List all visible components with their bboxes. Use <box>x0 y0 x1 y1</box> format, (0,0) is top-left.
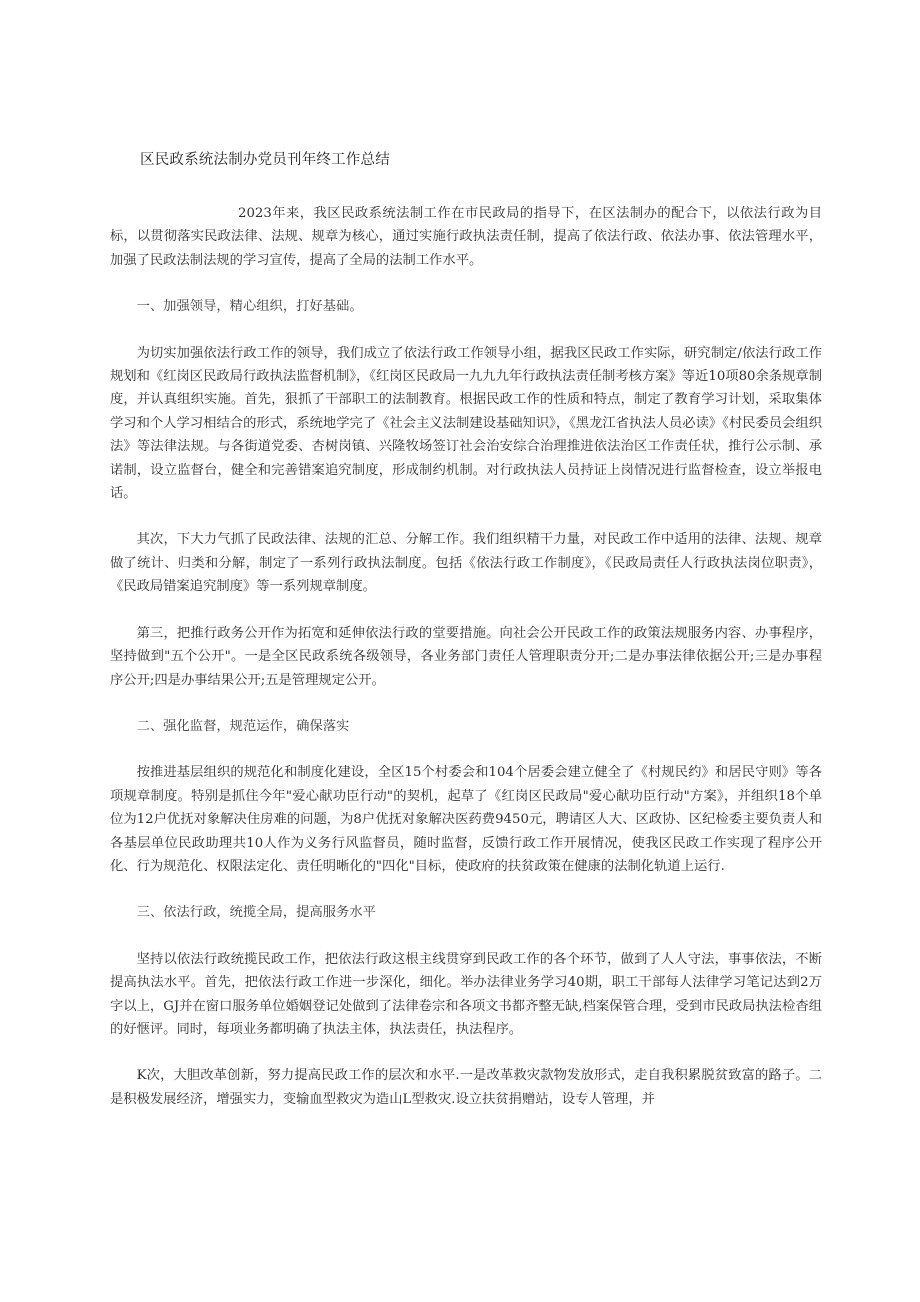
section-3-paragraph-1: 坚持以依法行政统揽民政工作，把依法行政这根主线贯穿到民政工作的各个环节，做到了人人守法，事事依法，不断提高执法水平。首先，把依法行政工作进一步深化，细化。举办法律业务学习40期，职工干部每人法律学习笔记达到2万字以上，GJ并在窗口服务单位婚姻登记处做到了法律卷宗和各项文书都齐整无缺,档案保管合理，受到市民政局执法检杳组的好惬评。同时，每项业务都明确了执法主体，执法责任，执法程序。 <box>110 951 822 1037</box>
section-1-paragraph-1: 为切实加强依法行政工作的领导，我们成立了依法行政工作领导小组，据我区民政工作实际，研究制定/依法行政工作规划和《红岗区民政局行政执法监督机制》，《红岗区民政局一九九九年行政执法责任制考核方案》等近10项80余条规章制度，并认真组织实施。首先，狠抓了干部职工的法制教育。根据民政工作的性质和特点，制定了教育学习计划，采取集体学习和个人学习相结合的形式，系统地学完了《社会主义法制建设基础知识》，《黑龙江省执法人员必读》《村民委员会组织法》等法律法规。与各街道党委、杏树岗镇、兴隆牧场签订社会治安综合治理推进依法治区工作责任状，推行公示制、承诺制，设立监督台，健全和完善错案追究制度，形成制约机制。对行政执法人员持证上岗情况进行监督检查，设立举报电话。 <box>110 345 822 502</box>
section-2-heading: 二、强化监督，规范运作，确保落实 <box>136 718 350 734</box>
section-3-heading: 三、依法行政，统揽全局，提高服务水平 <box>136 905 376 921</box>
paragraph-gap <box>110 878 822 901</box>
paragraph-gap <box>110 599 822 622</box>
paragraph-gap <box>110 1041 822 1064</box>
document-body <box>110 202 822 1111</box>
intro-paragraph: 2023年来，我区民政系统法制工作在市民政局的指导下，在区法制办的配合下，以依法行政为目标，以贯彻落实民政法律、法规、规章为核心，通过实施行政执法责任制，提高了依法行政、依法办事、依法管理水平，加强了民政法制法规的学习宣传，提高了全局的法制工作水平。 <box>110 206 822 268</box>
document-title: 区民政系统法制办党员刊年终工作总结 <box>140 152 390 168</box>
section-1-heading: 一、加强领导，精心组织，打好基础。 <box>136 299 363 315</box>
section-3-paragraph-2: K次，大胆改革创新，努力提高民政工作的层次和水平.一是改革救灾款物发放形式，走自我积累脱贫致富的路子。二是积极发展经济，增强实力，变输血型救灾为造山L型救灾.设立扶贫捐赠站，设专人管理，并 <box>110 1068 822 1107</box>
paragraph-gap <box>110 505 822 528</box>
paragraph-gap <box>110 925 822 948</box>
paragraph-gap <box>110 738 822 761</box>
section-2-paragraph-1: 按推进基层组织的规范化和制度化建设，全区15个村委会和104个居委会建立健全了《村规民约》和居民守则》等各项规章制度。特别是抓住今年"爱心献功臣行动"的契机，起草了《红岗区民政局"爱心献功臣行动"方案》，并组织18个单位为12户优抚对象解决住房难的问题，为8户优抚对象解决医药费9450元，聘请区人大、区政协、区纪检委主要负责人和各基层单位民政助理共10人作为义务行风监督员，随时监督，反馈行政工作开展情况，使我区民政工作实现了程序公开化、行为规范化、权限法定化、责任明晰化的"四化"目标，使政府的扶贫政策在健康的法制化轨道上运行. <box>110 765 822 874</box>
section-1-paragraph-3: 第三，把推行政务公开作为拓宽和延伸依法行政的堂要措施。向社会公开民政工作的政策法规服务内容、办事程序，坚持做到"五个公开"。一是全区民政系统各级领导，各业务部门责任人管理职责分开;二是办事法律依据公开;三是办事程序公开;四是办事结果公开;五是管理规定公开。 <box>110 625 822 688</box>
paragraph-gap <box>110 272 822 295</box>
paragraph-gap <box>110 692 822 715</box>
section-1-paragraph-2: 其次，下大力气抓了民政法律、法规的汇总、分解工作。我们组织精干力量，对民政工作中适用的法律、法规、规章做了统计、归类和分解，制定了一系列行政执法制度。包括《依法行政工作制度》，《民政局责任人行政执法岗位职责》，《民政局错案追究制度》等一系列规章制度。 <box>110 532 822 595</box>
paragraph-gap <box>110 319 822 342</box>
